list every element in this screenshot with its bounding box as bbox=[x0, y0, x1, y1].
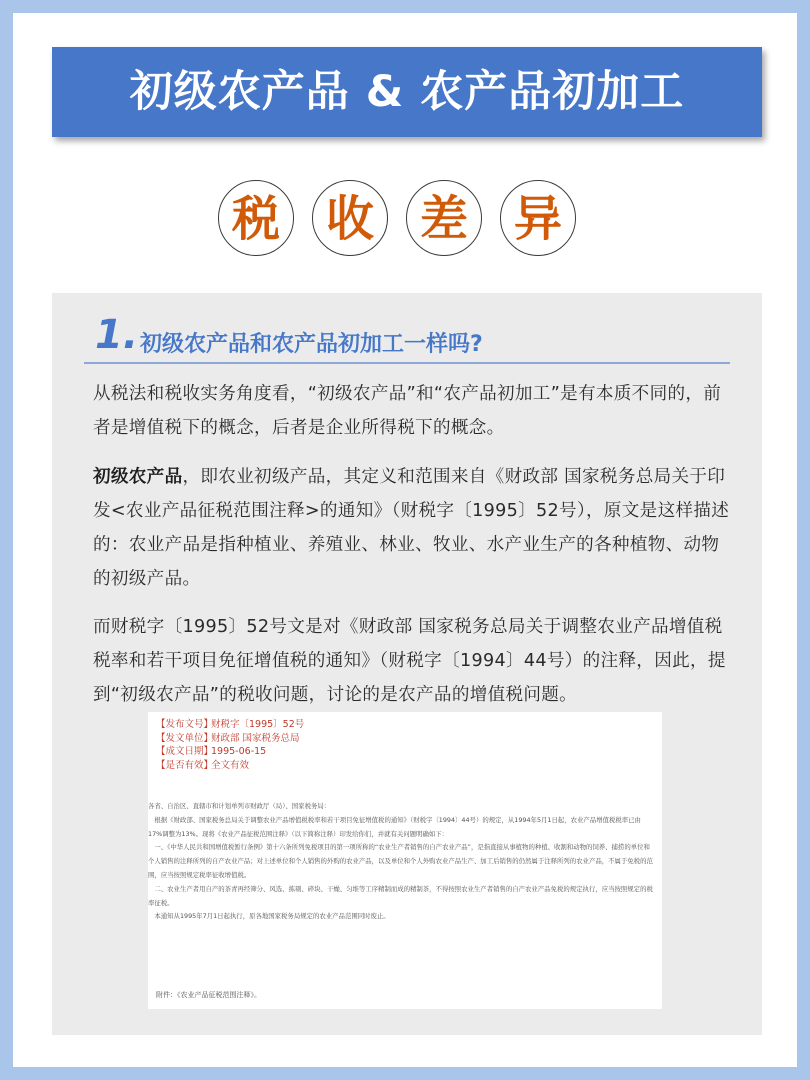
subtitle-circles bbox=[218, 180, 598, 258]
meta-key: 【是否有效】 bbox=[156, 759, 214, 771]
meta-row-number bbox=[156, 718, 304, 732]
meta-row-issuer bbox=[156, 732, 304, 746]
document-paragraph: 本通知从1995年7月1日起执行，原各地国家税务局规定的农业产品范围同时废止。 bbox=[148, 912, 390, 921]
meta-value: 1995-06-15 bbox=[211, 746, 267, 757]
meta-value: 全文有效 bbox=[211, 759, 250, 771]
document-meta bbox=[156, 718, 304, 772]
paragraph-2-text: ，即农业初级产品，其定义和范围来自《财政部 国家税务总局关于印发<农业产品征税范围注释>的通知》（财税字〔1995〕52号），原文是这样描述的：农业产品是指种植业、养殖业、林业、牧业、水产业生产的各种植物、动物的初级产品。 bbox=[93, 467, 730, 589]
meta-key: 【发布文号】 bbox=[156, 719, 214, 730]
document-body bbox=[148, 800, 654, 924]
section-number: 1. bbox=[95, 312, 139, 358]
section-underline bbox=[84, 362, 730, 364]
subtitle-char-3: 差 bbox=[406, 180, 482, 256]
meta-value: 财税字〔1995〕52号 bbox=[211, 719, 305, 730]
meta-row-validity bbox=[156, 759, 304, 773]
document-paragraph: 二、农业生产者用自产的茶青再经筛分、风选、拣剔、碎块、干燥、匀堆等工序精制而成的精制茶，不得按照农业生产者销售的自产农业产品免税的规定执行，应当按照规定的税率征税。 bbox=[148, 884, 653, 907]
meta-row-date bbox=[156, 745, 304, 759]
paragraph-2 bbox=[93, 460, 733, 596]
meta-value: 财政部 国家税务总局 bbox=[211, 732, 300, 744]
document-appendix: 附件：《农业产品征税范围注释》。 bbox=[156, 991, 261, 999]
subtitle-char-4: 异 bbox=[500, 180, 576, 256]
subtitle-char-1: 税 bbox=[218, 180, 294, 256]
paragraph-2-bold-term: 初级农产品 bbox=[93, 467, 183, 487]
paragraph-3: 而财税字〔1995〕52号文是对《财政部 国家税务总局关于调整农业产品增值税税率和若干项目免征增值税的通知》（财税字〔1994〕44号）的注释，因此，提到“初级农产品”的税收问题，讨论的是农产品的增值税问题。 bbox=[93, 617, 726, 705]
title-banner bbox=[52, 47, 762, 137]
meta-key: 【成文日期】 bbox=[156, 746, 214, 757]
document-paragraph: 一、《中华人民共和国增值税暂行条例》第十六条所列免税项目的第一项所称的“农业生产者销售的自产农业产品”，是指直接从事植物的种植、收割和动物的饲养、捕捞的单位和个人销售的注释所列的自产农业产品；对上述单位和个人销售的外购的农业产品，以及单位和个人外购农业产品生产、加工后销售的仍然属于注释所列的农业产品，不属于免税的范围，应当按照规定税率征收增值税。 bbox=[148, 843, 653, 879]
paragraph-1: 从税法和税收实务角度看，“初级农产品”和“农产品初加工”是有本质不同的，前者是增值税下的概念，后者是企业所得税下的概念。 bbox=[93, 384, 722, 438]
subtitle-char-2: 收 bbox=[312, 180, 388, 256]
section-title: 初级农产品和农产品初加工一样吗? bbox=[140, 332, 483, 357]
meta-key: 【发文单位】 bbox=[156, 732, 214, 744]
document-screenshot bbox=[148, 712, 662, 1009]
document-salutation: 各省、自治区、直辖市和计划单列市财政厅（局）、国家税务局： bbox=[148, 802, 331, 810]
page-title: 初级农产品 & 农产品初加工 bbox=[129, 67, 685, 117]
document-paragraph: 根据《财政部、国家税务总局关于调整农业产品增值税税率和若干项目免征增值税的通知》（财税字〔1994〕44号）的规定，从1994年5月1日起，农业产品增值税税率已由17%调整为13%。现将《农业产品征税范围注释》（以下简称注释）印发给你们，并就有关问题明确如下： bbox=[148, 815, 641, 838]
